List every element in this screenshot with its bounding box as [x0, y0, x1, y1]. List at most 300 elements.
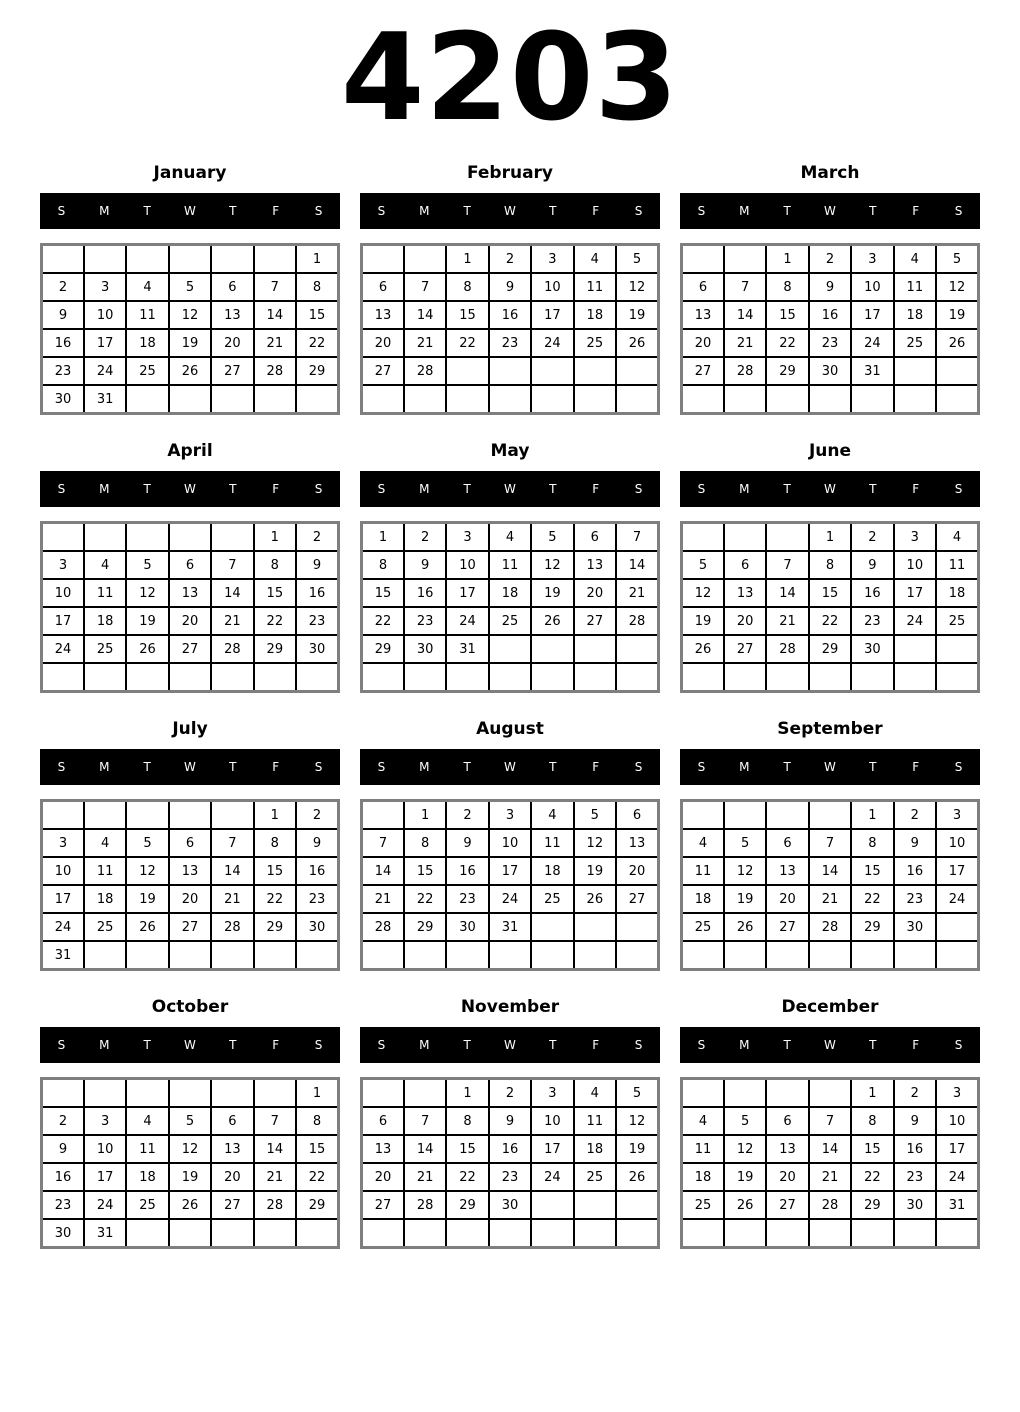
day-cell: 21 [404, 329, 446, 357]
day-cell: 3 [84, 1107, 126, 1135]
day-cell: 18 [574, 301, 616, 329]
day-cell: 5 [936, 245, 978, 274]
day-cell [894, 635, 936, 663]
day-cell: 1 [766, 245, 808, 274]
day-cell: 16 [446, 857, 488, 885]
day-cell: 25 [489, 607, 531, 635]
day-cell: 3 [489, 801, 531, 830]
day-cell: 20 [169, 885, 211, 913]
day-cell [936, 941, 978, 970]
week-row [42, 1163, 339, 1191]
day-cell [936, 357, 978, 385]
day-cell: 11 [894, 273, 936, 301]
day-cell: 10 [531, 1107, 573, 1135]
day-cell [84, 1079, 126, 1108]
day-cell: 12 [574, 829, 616, 857]
day-cell [296, 385, 338, 414]
day-cell: 17 [531, 1135, 573, 1163]
day-cell: 6 [211, 1107, 253, 1135]
week-row [682, 579, 979, 607]
day-cell [126, 663, 168, 692]
weekday-letter: M [739, 204, 750, 218]
day-cell: 11 [489, 551, 531, 579]
week-row [362, 1107, 659, 1135]
week-row [682, 551, 979, 579]
day-cell: 25 [574, 1163, 616, 1191]
day-cell: 6 [616, 801, 658, 830]
day-cell: 13 [766, 857, 808, 885]
day-cell: 20 [616, 857, 658, 885]
weekday-letter: W [504, 760, 516, 774]
day-cell: 19 [126, 607, 168, 635]
day-cell [574, 913, 616, 941]
day-cell: 13 [766, 1135, 808, 1163]
weekday-letter: M [419, 760, 430, 774]
day-cell: 14 [404, 301, 446, 329]
day-cell: 18 [126, 1163, 168, 1191]
day-cell: 27 [766, 1191, 808, 1219]
day-cell [362, 1079, 404, 1108]
day-cell: 19 [574, 857, 616, 885]
day-cell: 24 [851, 329, 893, 357]
day-cell: 18 [489, 579, 531, 607]
week-row [42, 635, 339, 663]
month-title: November [460, 997, 560, 1017]
day-cell: 21 [362, 885, 404, 913]
weekday-header-bar [680, 1027, 980, 1063]
day-cell: 7 [211, 551, 253, 579]
day-cell: 25 [84, 635, 126, 663]
day-grid [40, 799, 340, 971]
day-cell: 17 [936, 857, 978, 885]
weekday-header-bar [40, 471, 340, 507]
day-cell: 7 [211, 829, 253, 857]
month-april [40, 431, 340, 691]
day-cell [766, 941, 808, 970]
day-cell: 18 [682, 1163, 724, 1191]
week-row [362, 635, 659, 663]
day-cell: 16 [296, 857, 338, 885]
weekday-letter: S [314, 760, 323, 774]
day-cell [362, 245, 404, 274]
day-cell: 4 [126, 273, 168, 301]
day-cell: 22 [296, 329, 338, 357]
day-cell: 23 [42, 1191, 84, 1219]
day-cell: 23 [446, 885, 488, 913]
weekday-letter: T [229, 204, 237, 218]
day-cell: 4 [84, 829, 126, 857]
day-cell [489, 1219, 531, 1248]
day-cell: 6 [211, 273, 253, 301]
day-cell: 2 [296, 523, 338, 552]
weekday-letter: W [824, 204, 836, 218]
day-cell: 12 [724, 1135, 766, 1163]
weekday-letter: F [272, 482, 280, 496]
day-cell: 8 [851, 1107, 893, 1135]
day-cell: 26 [169, 1191, 211, 1219]
day-cell: 27 [724, 635, 766, 663]
day-cell [724, 523, 766, 552]
weekday-letter: F [912, 1038, 920, 1052]
weekday-letter: T [143, 204, 151, 218]
day-cell [531, 1191, 573, 1219]
day-cell: 19 [616, 301, 658, 329]
day-cell [574, 385, 616, 414]
day-cell [682, 801, 724, 830]
day-cell: 28 [362, 913, 404, 941]
day-cell [531, 1219, 573, 1248]
day-cell: 23 [489, 1163, 531, 1191]
day-cell: 9 [42, 1135, 84, 1163]
day-cell: 12 [936, 273, 978, 301]
day-cell [682, 385, 724, 414]
day-cell: 2 [489, 1079, 531, 1108]
day-cell: 4 [682, 1107, 724, 1135]
weekday-letter: W [184, 482, 196, 496]
day-cell [574, 663, 616, 692]
weekday-letter: F [592, 1038, 600, 1052]
weekday-letter: T [783, 482, 791, 496]
week-row [362, 579, 659, 607]
month-february [360, 153, 660, 413]
week-row [362, 385, 659, 414]
day-cell: 12 [682, 579, 724, 607]
day-cell: 23 [809, 329, 851, 357]
day-cell: 31 [936, 1191, 978, 1219]
day-cell: 16 [42, 329, 84, 357]
day-cell: 16 [42, 1163, 84, 1191]
weekday-letter: T [869, 204, 877, 218]
day-cell: 4 [574, 1079, 616, 1108]
week-row [42, 385, 339, 414]
day-cell: 21 [211, 885, 253, 913]
day-cell: 14 [616, 551, 658, 579]
week-row [682, 607, 979, 635]
day-cell: 19 [724, 1163, 766, 1191]
day-cell [489, 663, 531, 692]
day-cell: 27 [169, 913, 211, 941]
day-cell: 30 [489, 1191, 531, 1219]
day-cell: 22 [254, 607, 296, 635]
day-grid [360, 243, 660, 415]
day-cell: 26 [616, 329, 658, 357]
day-cell: 23 [489, 329, 531, 357]
weekday-letter: T [783, 1038, 791, 1052]
month-july [40, 709, 340, 969]
day-cell: 30 [296, 913, 338, 941]
week-row [682, 829, 979, 857]
weekday-letter: S [377, 204, 386, 218]
weekday-letter: T [869, 1038, 877, 1052]
day-cell: 19 [936, 301, 978, 329]
weekday-letter: W [504, 1038, 516, 1052]
day-cell [531, 941, 573, 970]
day-cell: 26 [724, 913, 766, 941]
day-cell: 25 [894, 329, 936, 357]
day-cell: 8 [446, 273, 488, 301]
day-cell: 19 [169, 1163, 211, 1191]
day-cell [936, 635, 978, 663]
day-cell [894, 1219, 936, 1248]
day-cell: 16 [894, 857, 936, 885]
day-cell: 20 [362, 1163, 404, 1191]
week-row [682, 385, 979, 414]
day-cell [894, 663, 936, 692]
day-cell [682, 1079, 724, 1108]
day-cell: 15 [254, 579, 296, 607]
day-cell: 1 [404, 801, 446, 830]
day-cell [616, 663, 658, 692]
day-cell: 13 [682, 301, 724, 329]
day-cell [169, 941, 211, 970]
week-row [682, 273, 979, 301]
day-cell: 17 [489, 857, 531, 885]
day-cell: 8 [362, 551, 404, 579]
day-cell: 21 [211, 607, 253, 635]
day-cell: 3 [936, 1079, 978, 1108]
day-cell: 1 [851, 801, 893, 830]
day-cell [42, 801, 84, 830]
day-cell: 10 [894, 551, 936, 579]
day-cell: 12 [724, 857, 766, 885]
weekday-letter: S [697, 482, 706, 496]
day-cell: 26 [936, 329, 978, 357]
day-cell [84, 245, 126, 274]
month-title: April [167, 441, 213, 461]
day-cell: 20 [362, 329, 404, 357]
day-cell: 5 [169, 273, 211, 301]
day-cell: 10 [42, 857, 84, 885]
day-cell: 2 [296, 801, 338, 830]
day-cell: 6 [766, 829, 808, 857]
day-cell: 9 [42, 301, 84, 329]
day-cell: 19 [126, 885, 168, 913]
month-may [360, 431, 660, 691]
week-row [362, 857, 659, 885]
weekday-letter: W [184, 204, 196, 218]
week-row [682, 801, 979, 830]
weekday-letter: F [592, 760, 600, 774]
weekday-letter: T [143, 760, 151, 774]
weekday-letter: T [549, 204, 557, 218]
day-cell: 26 [126, 913, 168, 941]
day-cell: 7 [766, 551, 808, 579]
day-cell: 20 [724, 607, 766, 635]
week-row [42, 357, 339, 385]
weekday-letter: T [463, 482, 471, 496]
weekday-letter: M [99, 760, 110, 774]
day-cell: 30 [42, 385, 84, 414]
day-cell [724, 941, 766, 970]
day-cell: 30 [851, 635, 893, 663]
week-row [362, 273, 659, 301]
weekday-letter: S [954, 204, 963, 218]
day-cell: 15 [851, 857, 893, 885]
day-cell: 26 [616, 1163, 658, 1191]
day-cell: 30 [446, 913, 488, 941]
day-cell: 22 [254, 885, 296, 913]
weekday-letter: M [99, 204, 110, 218]
day-cell: 31 [851, 357, 893, 385]
weekday-letter: M [739, 760, 750, 774]
day-cell: 9 [489, 273, 531, 301]
day-cell: 19 [724, 885, 766, 913]
day-cell [404, 663, 446, 692]
day-cell [809, 385, 851, 414]
day-cell: 30 [404, 635, 446, 663]
day-cell: 21 [254, 1163, 296, 1191]
day-cell: 29 [296, 357, 338, 385]
day-cell: 7 [404, 273, 446, 301]
day-cell [404, 1079, 446, 1108]
day-cell: 15 [296, 1135, 338, 1163]
day-cell: 19 [531, 579, 573, 607]
day-cell: 11 [574, 1107, 616, 1135]
day-cell: 9 [489, 1107, 531, 1135]
day-cell: 14 [362, 857, 404, 885]
weekday-letter: S [377, 482, 386, 496]
day-cell: 24 [446, 607, 488, 635]
month-january [40, 153, 340, 413]
weekday-letter: S [57, 1038, 66, 1052]
weekday-letter: F [272, 1038, 280, 1052]
day-cell: 15 [851, 1135, 893, 1163]
day-grid [360, 521, 660, 693]
day-cell: 1 [254, 801, 296, 830]
day-cell [531, 357, 573, 385]
weekday-letter: T [783, 204, 791, 218]
day-cell: 7 [254, 273, 296, 301]
day-cell: 4 [936, 523, 978, 552]
day-cell [531, 385, 573, 414]
day-cell: 3 [446, 523, 488, 552]
day-cell [616, 941, 658, 970]
day-cell [574, 1191, 616, 1219]
day-cell [296, 941, 338, 970]
day-cell: 6 [724, 551, 766, 579]
day-cell: 29 [404, 913, 446, 941]
day-cell [254, 245, 296, 274]
day-cell [616, 357, 658, 385]
weekday-letter: F [592, 482, 600, 496]
day-cell [254, 941, 296, 970]
week-row [42, 329, 339, 357]
day-cell: 28 [809, 913, 851, 941]
day-cell: 14 [724, 301, 766, 329]
month-december [680, 987, 980, 1247]
day-cell: 28 [724, 357, 766, 385]
day-cell: 4 [682, 829, 724, 857]
day-cell: 9 [296, 551, 338, 579]
day-cell: 24 [531, 1163, 573, 1191]
day-cell: 3 [42, 829, 84, 857]
day-cell: 14 [766, 579, 808, 607]
day-cell: 17 [851, 301, 893, 329]
day-cell: 7 [254, 1107, 296, 1135]
day-cell [126, 941, 168, 970]
day-cell: 4 [894, 245, 936, 274]
day-cell: 20 [682, 329, 724, 357]
day-cell [404, 1219, 446, 1248]
day-grid [680, 243, 980, 415]
day-cell: 20 [211, 329, 253, 357]
weekday-letter: M [419, 482, 430, 496]
weekday-letter: S [634, 1038, 643, 1052]
day-cell: 17 [894, 579, 936, 607]
weekday-letter: W [504, 482, 516, 496]
weekday-header-bar [680, 471, 980, 507]
day-cell: 7 [404, 1107, 446, 1135]
week-row [682, 245, 979, 274]
day-cell: 22 [404, 885, 446, 913]
day-cell: 4 [574, 245, 616, 274]
day-cell [254, 1219, 296, 1248]
week-row [362, 801, 659, 830]
day-cell: 6 [574, 523, 616, 552]
weekday-letter: T [229, 1038, 237, 1052]
day-cell [809, 663, 851, 692]
day-cell [574, 635, 616, 663]
day-cell [616, 913, 658, 941]
day-cell: 5 [724, 829, 766, 857]
day-cell: 10 [42, 579, 84, 607]
day-cell: 15 [446, 301, 488, 329]
week-row [362, 329, 659, 357]
day-cell [211, 385, 253, 414]
day-cell [84, 941, 126, 970]
day-cell: 13 [362, 301, 404, 329]
day-cell [446, 941, 488, 970]
day-cell: 5 [682, 551, 724, 579]
weekday-letter: S [697, 1038, 706, 1052]
day-cell: 24 [894, 607, 936, 635]
month-august [360, 709, 660, 969]
day-grid [680, 521, 980, 693]
day-cell: 2 [894, 801, 936, 830]
day-cell [126, 801, 168, 830]
day-cell: 26 [169, 357, 211, 385]
day-cell: 31 [489, 913, 531, 941]
week-row [682, 1079, 979, 1108]
day-cell: 8 [296, 1107, 338, 1135]
day-cell [574, 357, 616, 385]
day-cell: 9 [894, 1107, 936, 1135]
day-cell [211, 523, 253, 552]
day-cell: 15 [404, 857, 446, 885]
month-march [680, 153, 980, 413]
day-cell: 16 [809, 301, 851, 329]
weekday-letter: M [739, 482, 750, 496]
day-cell [489, 941, 531, 970]
weekday-header-bar [40, 749, 340, 785]
day-cell [169, 523, 211, 552]
day-cell: 14 [254, 301, 296, 329]
day-cell: 27 [574, 607, 616, 635]
day-cell: 20 [766, 1163, 808, 1191]
day-cell [616, 1219, 658, 1248]
day-cell: 22 [296, 1163, 338, 1191]
day-cell: 10 [936, 829, 978, 857]
day-cell: 2 [489, 245, 531, 274]
day-cell [404, 385, 446, 414]
day-cell [936, 663, 978, 692]
day-cell: 9 [404, 551, 446, 579]
day-grid [40, 521, 340, 693]
day-cell: 2 [851, 523, 893, 552]
day-cell [42, 245, 84, 274]
day-cell: 29 [296, 1191, 338, 1219]
day-cell: 3 [84, 273, 126, 301]
